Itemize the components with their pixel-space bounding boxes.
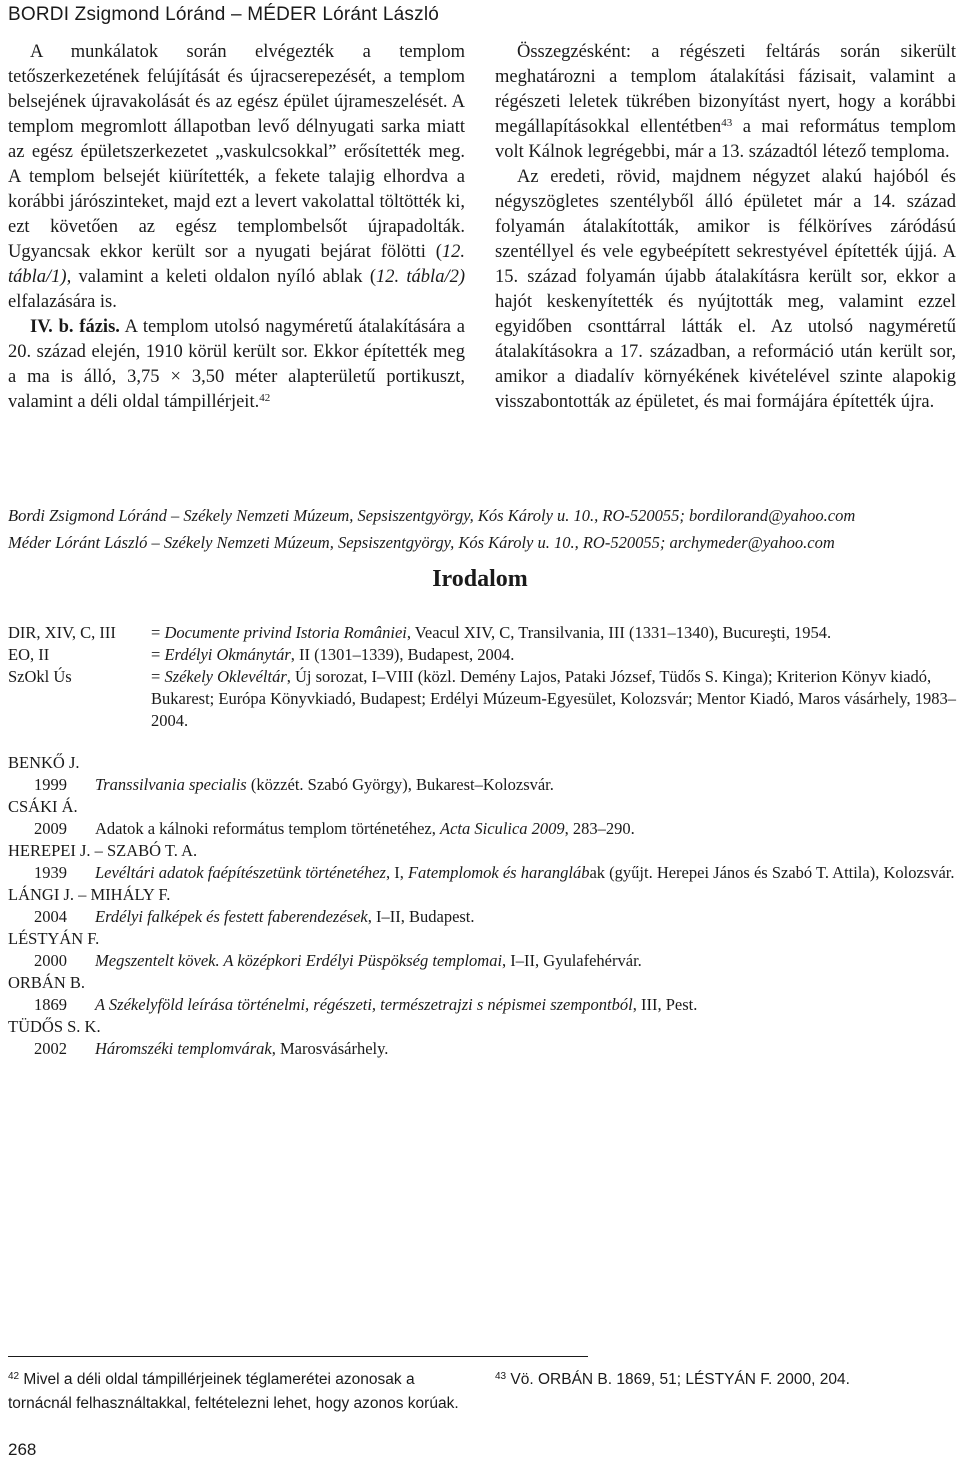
abbreviation-row [8, 666, 958, 732]
left-p1-mid: valamint a keleti oldalon nyíló ablak ( [71, 267, 376, 287]
bib-text [95, 818, 958, 840]
bib-author: TÜDŐS S. K. [8, 1017, 101, 1036]
footnote-43 [495, 1368, 955, 1392]
bib-year: 1939 [34, 863, 67, 882]
abbreviation-list [8, 622, 958, 732]
bib-year: 2009 [34, 819, 67, 838]
phase-label: IV. b. fázis. [30, 317, 120, 337]
bib-entry [8, 950, 958, 972]
bibliography [8, 752, 958, 1060]
bib-author: LÉSTYÁN F. [8, 929, 100, 948]
footnote-mark: 42 [8, 1371, 20, 1382]
right-paragraph-2 [495, 165, 956, 415]
right-paragraph-1 [495, 40, 956, 165]
footnote-text: Vö. ORBÁN B. 1869, 51; LÉSTYÁN F. 2000, 204. [506, 1371, 850, 1388]
left-p1-end: elfalazására is. [8, 292, 117, 312]
abbreviation-title: Documente privind Istoria României [164, 623, 407, 642]
abbreviation-row [8, 622, 958, 644]
right-p1-end: a mai református templom volt Kálnok legrégebbi, már a 13. századtól létező temploma. [495, 117, 957, 162]
abbreviation-title: Erdélyi Okmánytár [164, 645, 291, 664]
abbreviation-row [8, 644, 958, 666]
bib-text [95, 774, 958, 796]
bib-author: LÁNGI J. – MIHÁLY F. [8, 885, 171, 904]
bib-rest: , Marosvásárhely. [271, 1039, 389, 1058]
bib-text [95, 906, 958, 928]
plate-reference-2: 12. tábla/2) [376, 267, 465, 287]
bib-author: BENKŐ J. [8, 753, 80, 772]
bib-entry [8, 1038, 958, 1060]
running-header: BORDI Zsigmond Lóránd – MÉDER Lóránt László [8, 4, 440, 25]
literature-heading: Irodalom [432, 566, 528, 592]
right-column [495, 40, 956, 415]
affiliation-line: Bordi Zsigmond Lóránd – Székely Nemzeti Múzeum, Sepsiszentgyörgy, Kós Károly u. 10., RO-520055; bordilorand@yahoo.com [8, 506, 856, 525]
bib-entry [8, 862, 958, 884]
equals-sign: = [151, 623, 165, 642]
abbreviation-rest: , II (1301–1339), Budapest, 2004. [290, 645, 515, 664]
bib-text [95, 994, 958, 1016]
bib-entry [8, 774, 958, 796]
bib-entry [8, 818, 958, 840]
abbreviation-rest: , Új sorozat, I–VIII (közl. Demény Lajos, Pataki József, Tüdős S. Kinga); Kriterion Könyv kiadó, Bukarest; Európa Könyvkiadó, Budapest; Erdélyi Múzeum-Egyesület, Kolozsvár; Mentor Kiadó, Maros vásárhely, 1983–2004. [151, 667, 956, 730]
bib-rest: , I–II, Budapest. [367, 907, 475, 926]
bib-rest: , 283–290. [564, 819, 635, 838]
bib-year: 1869 [34, 995, 67, 1014]
abbreviation-value [151, 666, 958, 732]
bib-entry [8, 906, 958, 928]
bib-text [95, 1038, 958, 1060]
footnote-ref-42[interactable]: 42 [259, 392, 271, 404]
abbreviation-key: EO, II [8, 645, 50, 664]
equals-sign: = [151, 667, 165, 686]
bib-title: Megszentelt kövek. A középkori Erdélyi Püspökség templomai [95, 951, 503, 970]
abbreviation-key: SzOkl Ús [8, 667, 72, 686]
bib-rest-2: ak (gyűjt. Herepei János és Szabó T. Attila), Kolozsvár. [589, 863, 955, 882]
bib-rest: (közzét. Szabó György), Bukarest–Kolozsvár. [246, 775, 554, 794]
bib-author: ORBÁN B. [8, 973, 86, 992]
author-affiliations [8, 502, 958, 556]
page-number: 268 [8, 1440, 37, 1459]
right-p2-text: Az eredeti, rövid, majdnem négyzet alakú hajóból és négyszögletes szentélyből álló épületet már a 14. század folyamán átalakították, amikor is félköríves záródású szentéllyel és vele egybeépített sekrestyével építették újjá. A 15. század folyamán újabb átalakításra került sor, ekkor a hajót keskenyítették és nyújtották meg, valamint ezzel egyidőben csonttárral látták el. Az utolsó nagyméretű átalakításokra a 17. században, a reformáció után került sor, amikor a diadalív környékének kivételével szinte alapokig visszabontották az épületet, és mai formájára építették újra. [495, 167, 956, 412]
abbreviation-title: Székely Oklevéltár [164, 667, 287, 686]
bib-entry [8, 994, 958, 1016]
bib-rest: , I, [385, 863, 408, 882]
bib-year: 2004 [34, 907, 67, 926]
abbreviation-value [151, 622, 958, 644]
bib-title-2: Fatemplomok és harangláb [407, 863, 590, 882]
footnote-divider [8, 1356, 588, 1357]
abbreviation-key: DIR, XIV, C, III [8, 623, 116, 642]
bib-title: Acta Siculica 2009 [440, 819, 565, 838]
footnote-text: Mivel a déli oldal támpillérjeinek téglamerétei azonosak a tornácnál felhasználtakkal, feltételezni lehet, hogy azonos korúak. [8, 1371, 459, 1412]
bib-title: Háromszéki templomvárak [95, 1039, 272, 1058]
bib-author: HEREPEI J. – SZABÓ T. A. [8, 841, 198, 860]
bib-title: A Székelyföld leírása történelmi, régészeti, természetrajzi s népismei szempontból [95, 995, 633, 1014]
abbreviation-rest: , Veacul XIV, C, Transilvania, III (1331–1340), Bucureşti, 1954. [406, 623, 832, 642]
bib-title: Levéltári adatok faépítészetünk történetéhez [95, 863, 386, 882]
bib-year: 2000 [34, 951, 67, 970]
affiliation-line: Méder Lóránt László – Székely Nemzeti Múzeum, Sepsiszentgyörgy, Kós Károly u. 10., RO-520055; archymeder@yahoo.com [8, 533, 835, 552]
bib-title: Erdélyi falképek és festett faberendezések [95, 907, 368, 926]
left-p1-text: A munkálatok során elvégezték a templom tetőszerkezetének felújítását és újracserepezését, a templom belsejének újravakolását és az egész épület újrameszelését. A templom megromlott állapotban levő délnyugati sarka miatt az egész épületszerkezetet „vaskulcsokkal” erősítették meg. A templom belsejét kiürítették, a fekete talajig elhordva a korábbi járószinteket, majd ezt a levert vakolattal töltötték ki, ezt követően az egész templombelsőt újrapadolták. Ugyancsak ekkor került sor a nyugati bejárat fölötti ( [8, 42, 465, 262]
abbreviation-value [151, 644, 958, 666]
bib-rest: , I–II, Gyulafehérvár. [502, 951, 642, 970]
left-p2-text: A templom utolsó nagyméretű átalakítására a 20. század elején, 1910 körül került sor. Ekkor építették meg a ma is álló, 3,75 × 3,50 méter alapterületű portikuszt, valamint a déli oldal támpillérjeit. [8, 317, 465, 412]
bib-year: 2002 [34, 1039, 67, 1058]
bib-text [95, 862, 958, 884]
footnote-mark: 43 [495, 1371, 507, 1382]
bib-year: 1999 [34, 775, 67, 794]
left-paragraph-1 [8, 40, 465, 315]
footnote-ref-43[interactable]: 43 [721, 117, 733, 129]
bib-author: CSÁKI Á. [8, 797, 78, 816]
plate-reference-1: 12. tábla/1), [8, 242, 465, 287]
equals-sign: = [151, 645, 165, 664]
bib-title: Transsilvania specialis [95, 775, 247, 794]
bib-pre: Adatok a kálnoki református templom történetéhez, [95, 819, 441, 838]
bib-rest: , III, Pest. [632, 995, 698, 1014]
left-column [8, 40, 465, 415]
bib-text [95, 950, 958, 972]
right-p1-text: Összegzésként: a régészeti feltárás során sikerült meghatározni a templom átalakítási fázisait, valamint a régészeti leletek tükrében bizonyítást nyert, hogy a korábbi megállapításokkal ellentétben [495, 42, 956, 137]
left-paragraph-2 [8, 315, 465, 415]
footnote-42 [8, 1368, 468, 1416]
